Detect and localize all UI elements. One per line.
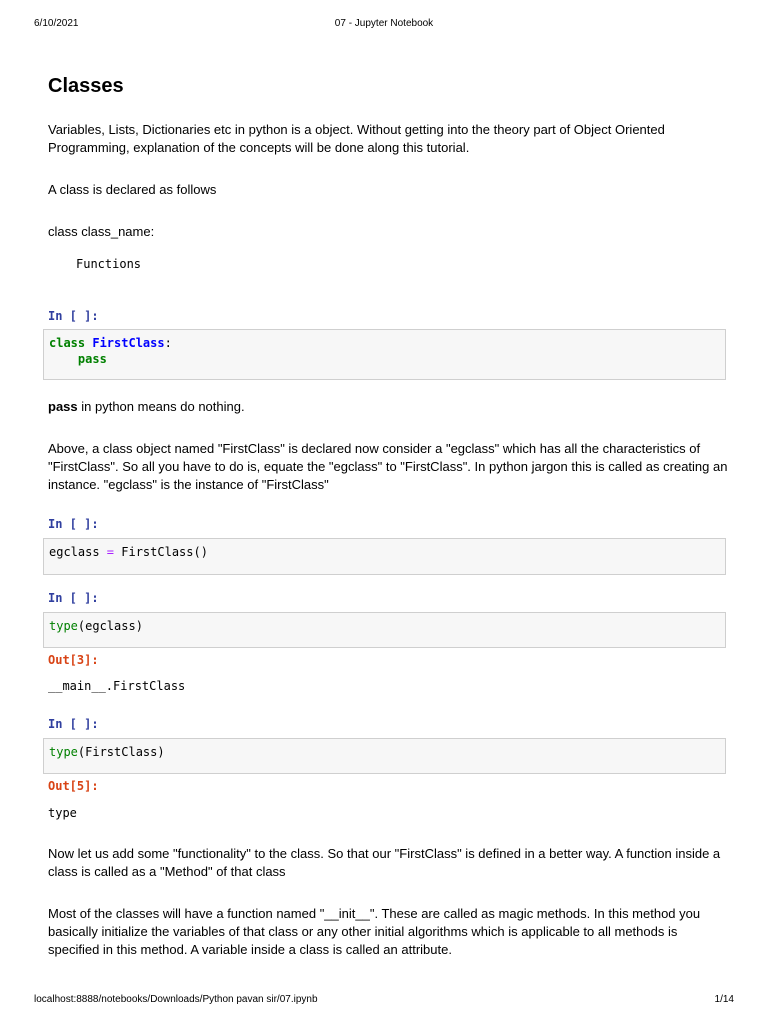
keyword-pass: pass xyxy=(77,352,107,366)
indent xyxy=(49,352,78,366)
cell-4-output: type xyxy=(48,806,77,820)
keyword-class: class xyxy=(49,336,86,350)
cell-3-output-prompt: Out[3]: xyxy=(48,653,99,667)
code-cell-3[interactable] xyxy=(43,612,726,648)
instance-paragraph: Above, a class object named "FirstClass" is declared now consider a "egclass" which has all the characteristics of "FirstClass". So all you have to do is, equate the "egclass" to "FirstClass". In python jargon this is called as creating an instance. "egclass" is the instance of "FirstClass" xyxy=(48,441,728,492)
code-cell-4[interactable] xyxy=(43,738,726,774)
init-paragraph: Most of the classes will have a function named "__init__". These are called as magic methods. In this method you basically initialize the variables of that class or any other initial algorithms which is applicable to all methods is specified in this method. A variable inside a class is called an attribute. xyxy=(48,906,701,957)
code-cell-1[interactable] xyxy=(43,329,726,380)
cell-3-output: __main__.FirstClass xyxy=(48,679,186,693)
colon: : xyxy=(164,336,172,350)
print-date: 6/10/2021 xyxy=(34,18,79,29)
cell-4-output-prompt: Out[5]: xyxy=(48,779,99,793)
print-title: 07 - Jupyter Notebook xyxy=(334,18,434,29)
pass-explanation xyxy=(48,398,728,416)
pass-bold: pass xyxy=(48,399,78,414)
variable: egclass xyxy=(49,545,107,559)
constructor-call: FirstClass() xyxy=(114,545,208,559)
page-title: Classes xyxy=(48,75,124,97)
call-args: (egclass) xyxy=(77,619,143,633)
operator: = xyxy=(106,545,115,559)
class-syntax-text: class class_name: xyxy=(48,224,155,239)
cell-4-input-prompt: In [ ]: xyxy=(48,717,99,731)
functionality-paragraph: Now let us add some "functionality" to the class. So that our "FirstClass" is defined in a better way. A function inside a class is called as a "Method" of that class xyxy=(48,846,721,879)
syntax-code-block: Functions xyxy=(76,257,142,271)
print-url: localhost:8888/notebooks/Downloads/Python pavan sir/07.ipynb xyxy=(34,994,318,1005)
call-args: (FirstClass) xyxy=(77,745,165,759)
pass-rest: in python means do nothing. xyxy=(77,399,245,414)
class-name: FirstClass xyxy=(92,336,165,350)
cell-3-input-prompt: In [ ]: xyxy=(48,591,99,605)
page-number: 1/14 xyxy=(714,994,734,1005)
cell-2-input-prompt: In [ ]: xyxy=(48,517,99,531)
cell-1-input-prompt: In [ ]: xyxy=(48,309,99,323)
declare-paragraph: A class is declared as follows xyxy=(48,182,217,197)
builtin-type: type xyxy=(49,619,78,633)
intro-paragraph: Variables, Lists, Dictionaries etc in python is a object. Without getting into the theory part of Object Oriented Programming, explanation of the concepts will be done along this tutorial. xyxy=(48,122,665,155)
builtin-type: type xyxy=(49,745,78,759)
code-cell-2[interactable] xyxy=(43,538,726,575)
